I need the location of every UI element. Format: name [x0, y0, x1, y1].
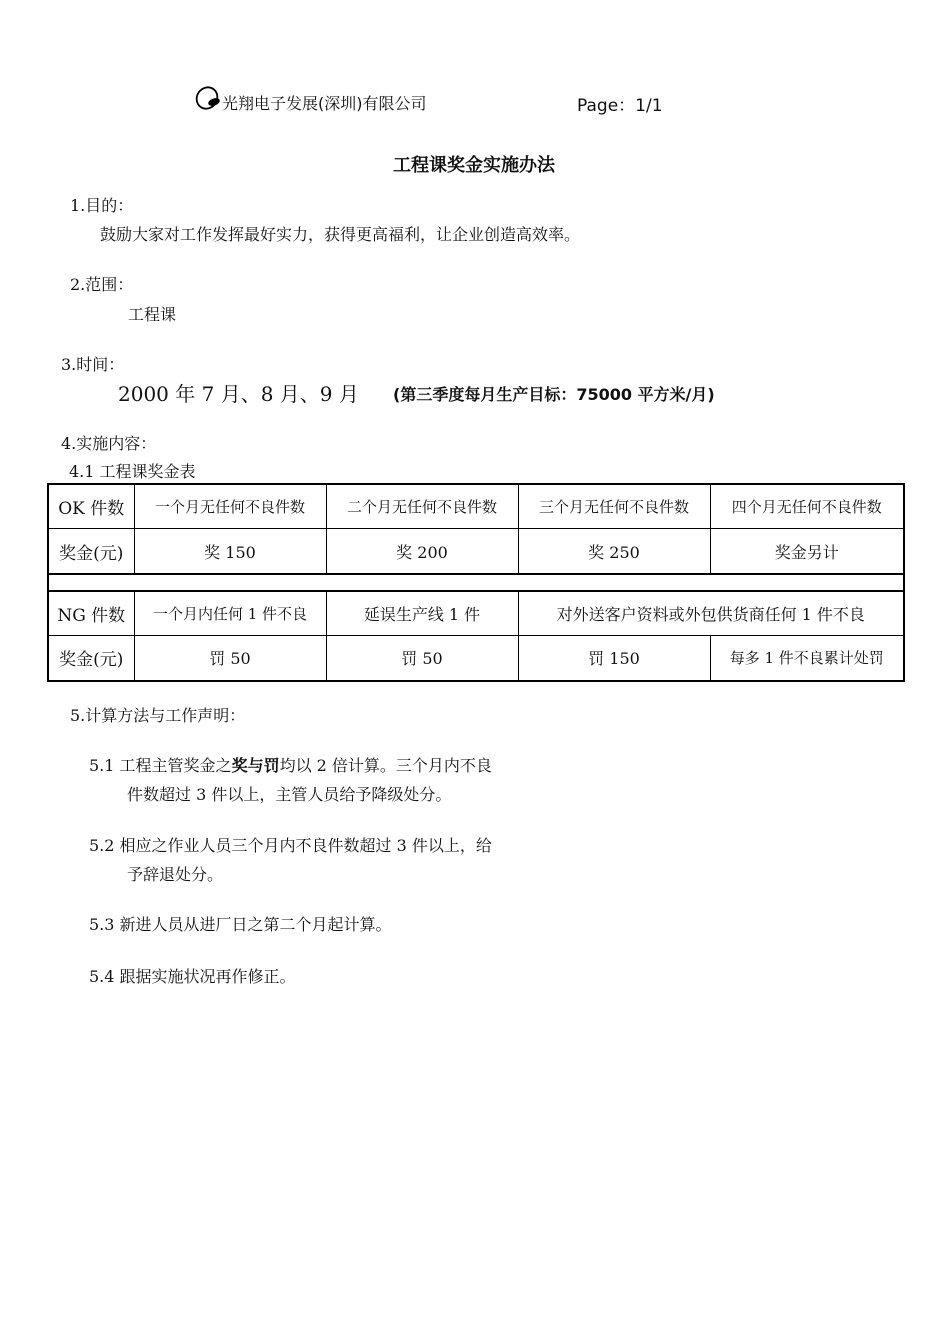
- table-cell: 每多 1 件不良累计处罚: [710, 635, 904, 681]
- table-row-ng: [48, 591, 904, 636]
- company-logo-icon: [194, 85, 224, 111]
- table-cell: 奖金(元): [48, 635, 134, 681]
- calc-item-4: [89, 964, 296, 987]
- table-separator-row: [48, 574, 904, 590]
- table-cell: 奖 200: [326, 529, 518, 575]
- purpose-heading: 1.目的：: [70, 196, 134, 215]
- calc-item-2-text: 相应之作业人员三个月内不良件数超过 3 件以上，给: [119, 836, 492, 855]
- table-cell: 罚 150: [518, 635, 710, 681]
- calc-item-3-text: 新进人员从进厂日之第二个月起计算。: [119, 915, 392, 934]
- table-row-ng-penalty: [48, 635, 904, 681]
- calc-item-1-line-2: 件数超过 3 件以上，主管人员给予降级处分。: [127, 785, 452, 804]
- table-cell: 奖 150: [134, 529, 326, 575]
- calc-item-3: [89, 912, 392, 935]
- table-cell: 一个月内任何 1 件不良: [134, 591, 326, 636]
- calc-item-1: [89, 753, 492, 776]
- table-cell: 罚 50: [326, 635, 518, 681]
- time-heading: 3.时间：: [61, 355, 125, 374]
- purpose-text: 鼓励大家对工作发挥最好实力，获得更高福利，让企业创造高效率。: [100, 225, 581, 244]
- table-cell: 延误生产线 1 件: [326, 591, 518, 636]
- table-separator: [48, 574, 904, 590]
- table-cell: 对外送客户资料或外包供货商任何 1 件不良: [518, 591, 904, 636]
- table-cell: 奖金(元): [48, 529, 134, 575]
- table-cell: 二个月无任何不良件数: [326, 484, 518, 529]
- content-heading: 4.实施内容：: [61, 434, 157, 453]
- table-cell: 三个月无任何不良件数: [518, 484, 710, 529]
- page-number: Page：1/1: [577, 96, 663, 116]
- table-cell: 奖金另计: [710, 529, 904, 575]
- calc-item-4-text: 跟据实施状况再作修正。: [119, 967, 296, 986]
- time-note: (第三季度每月生产目标：75000 平方米/月): [393, 385, 715, 404]
- calc-item-1-text-pre: 工程主管奖金之: [119, 756, 232, 775]
- bonus-table: [47, 483, 905, 682]
- company-name: 光翔电子发展(深圳)有限公司: [222, 94, 427, 113]
- calc-item-1-text-post: 均以 2 倍计算。三个月内不良: [279, 756, 492, 775]
- table-cell: NG 件数: [48, 591, 134, 636]
- calc-item-2-number: 5.2: [89, 836, 115, 855]
- table-cell: 一个月无任何不良件数: [134, 484, 326, 529]
- table-cell: OK 件数: [48, 484, 134, 529]
- time-text: 2000 年 7 月、8 月、9 月: [118, 382, 359, 406]
- content-subheading: 4.1 工程课奖金表: [69, 462, 196, 481]
- calc-item-1-number: 5.1: [89, 756, 115, 775]
- table-cell: 奖 250: [518, 529, 710, 575]
- document-title: 工程课奖金实施办法: [393, 155, 555, 176]
- calc-item-3-number: 5.3: [89, 915, 115, 934]
- calc-item-4-number: 5.4: [89, 967, 115, 986]
- table-cell: 四个月无任何不良件数: [710, 484, 904, 529]
- calc-item-1-text-bold: 奖与罚: [231, 756, 280, 775]
- table-cell: 罚 50: [134, 635, 326, 681]
- scope-heading: 2.范围：: [70, 275, 134, 294]
- scope-text: 工程课: [128, 305, 177, 324]
- calc-heading: 5.计算方法与工作声明：: [70, 706, 246, 725]
- calc-item-2-line-2: 予辞退处分。: [127, 865, 224, 884]
- calc-item-2: [89, 833, 492, 856]
- table-row-ok: [48, 484, 904, 529]
- table-row-ok-bonus: [48, 529, 904, 575]
